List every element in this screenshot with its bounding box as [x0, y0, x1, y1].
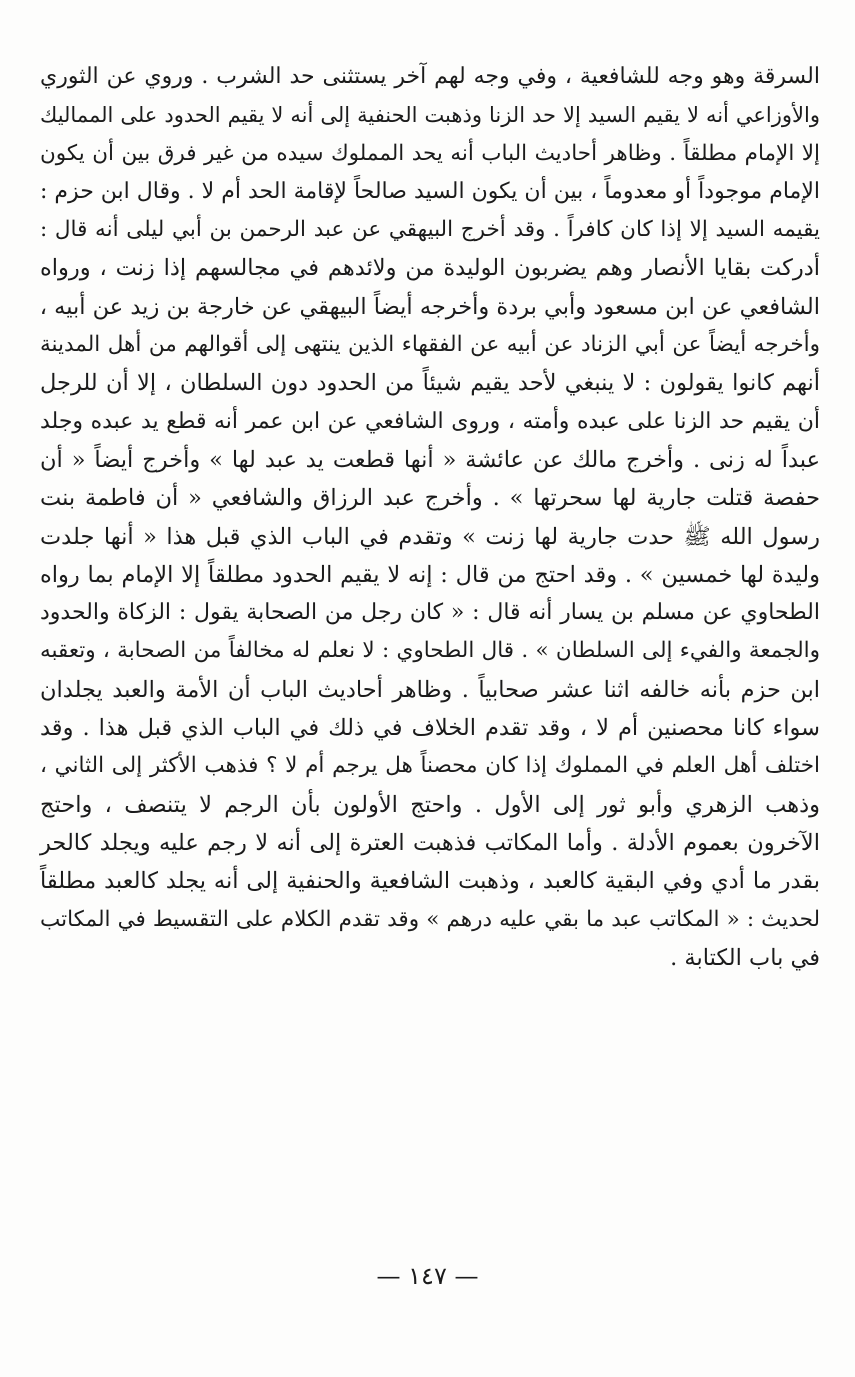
text-line-final: في باب الكتابة .: [670, 944, 820, 971]
text-line: السرقة وهو وجه للشافعية ، وفي وجه لهم آخر يستثنى حد الشرب . وروي عن الثوري: [40, 64, 820, 89]
text-line: يقيمه السيد إلا إذا كان كافراً . وقد أخرج البيهقي عن عبد الرحمن بن أبي ليلى أنه قال :: [40, 217, 820, 243]
text-line: اختلف أهل العلم في المملوك إذا كان محصناً هل يرجم أم لا ؟ فذهب الأكثر إلى الثاني ،: [40, 753, 820, 779]
text-line: والجمعة والفيء إلى السلطان » . قال الطحاوي : لا نعلم له مخالفاً من الصحابة ، وتعقبه: [40, 638, 820, 664]
text-line: ابن حزم بأنه خالفه اثنا عشر صحابياً . وظاهر أحاديث الباب أن الأمة والعبد يجلدان: [40, 676, 820, 703]
text-line: بقدر ما أدي وفي البقية كالعبد ، وذهبت الشافعية والحنفية إلى أنه يجلد كالعبد مطلقاً: [40, 868, 820, 895]
text-line: أدركت بقايا الأنصار وهم يضربون الوليدة من ولائدهم في مجالسهم إذا زنت ، ورواه: [40, 255, 820, 282]
text-line: الإمام موجوداً أو معدوماً ، بين أن يكون السيد صالحاً لإقامة الحد أم لا . وقال ابن حزم :: [40, 178, 820, 204]
body-text: [40, 58, 820, 977]
text-line: والأوزاعي أنه لا يقيم السيد إلا حد الزنا وذهبت الحنفية إلى أنه لا يقيم الحدود على المماليك: [40, 103, 820, 128]
text-line: رسول الله ﷺ حدت جارية لها زنت » وتقدم في الباب الذي قبل هذا « أنها جلدت: [40, 523, 820, 550]
text-line: إلا الإمام مطلقاً . وظاهر أحاديث الباب أنه يحد المملوك سيده من غير فرق بين أن يكون: [40, 140, 820, 166]
text-line: سواء كانا محصنين أم لا ، وقد تقدم الخلاف في ذلك في الباب الذي قبل هذا . وقد: [40, 715, 820, 742]
text-line: عبداً له زنى . وأخرج مالك عن عائشة « أنها قطعت يد عبد لها » وأخرج أيضاً « أن: [40, 446, 820, 473]
text-line: الآخرون بعموم الأدلة . وأما المكاتب فذهبت العترة إلى أنه لا رجم عليه ويجلد كالحر: [40, 829, 820, 856]
text-line: الشافعي عن ابن مسعود وأبي بردة وأخرجه أيضاً البيهقي عن خارجة بن زيد عن أبيه ،: [39, 293, 820, 320]
text-line: الطحاوي عن مسلم بن يسار أنه قال : « كان رجل من الصحابة يقول : الزكاة والحدود: [40, 600, 820, 626]
text-line: وذهب الزهري وأبو ثور إلى الأول . واحتج الأولون بأن الرجم لا يتنصف ، واحتج: [40, 791, 820, 818]
page-number: — ١٤٧ —: [376, 1262, 479, 1290]
text-line: أنهم كانوا يقولون : لا ينبغي لأحد يقيم شيئاً من الحدود دون السلطان ، إلا أن للرجل: [40, 370, 820, 397]
text-line: وأخرجه أيضاً عن أبي الزناد عن أبيه عن الفقهاء الذين ينتهى إلى أقوالهم من أهل المدينة: [40, 332, 820, 358]
text-line: أن يقيم حد الزنا على عبده وأمته ، وروى الشافعي عن ابن عمر أنه قطع يد عبده وجلد: [40, 408, 820, 434]
text-line: وليدة لها خمسين » . وقد احتج من قال : إنه لا يقيم الحدود مطلقاً إلا الإمام بما رواه: [40, 561, 820, 588]
text-line: حفصة قتلت جارية لها سحرتها » . وأخرج عبد الرزاق والشافعي « أن فاطمة بنت: [40, 485, 820, 512]
text-line: لحديث : « المكاتب عبد ما بقي عليه درهم » وقد تقدم الكلام على التقسيط في المكاتب: [40, 906, 820, 932]
